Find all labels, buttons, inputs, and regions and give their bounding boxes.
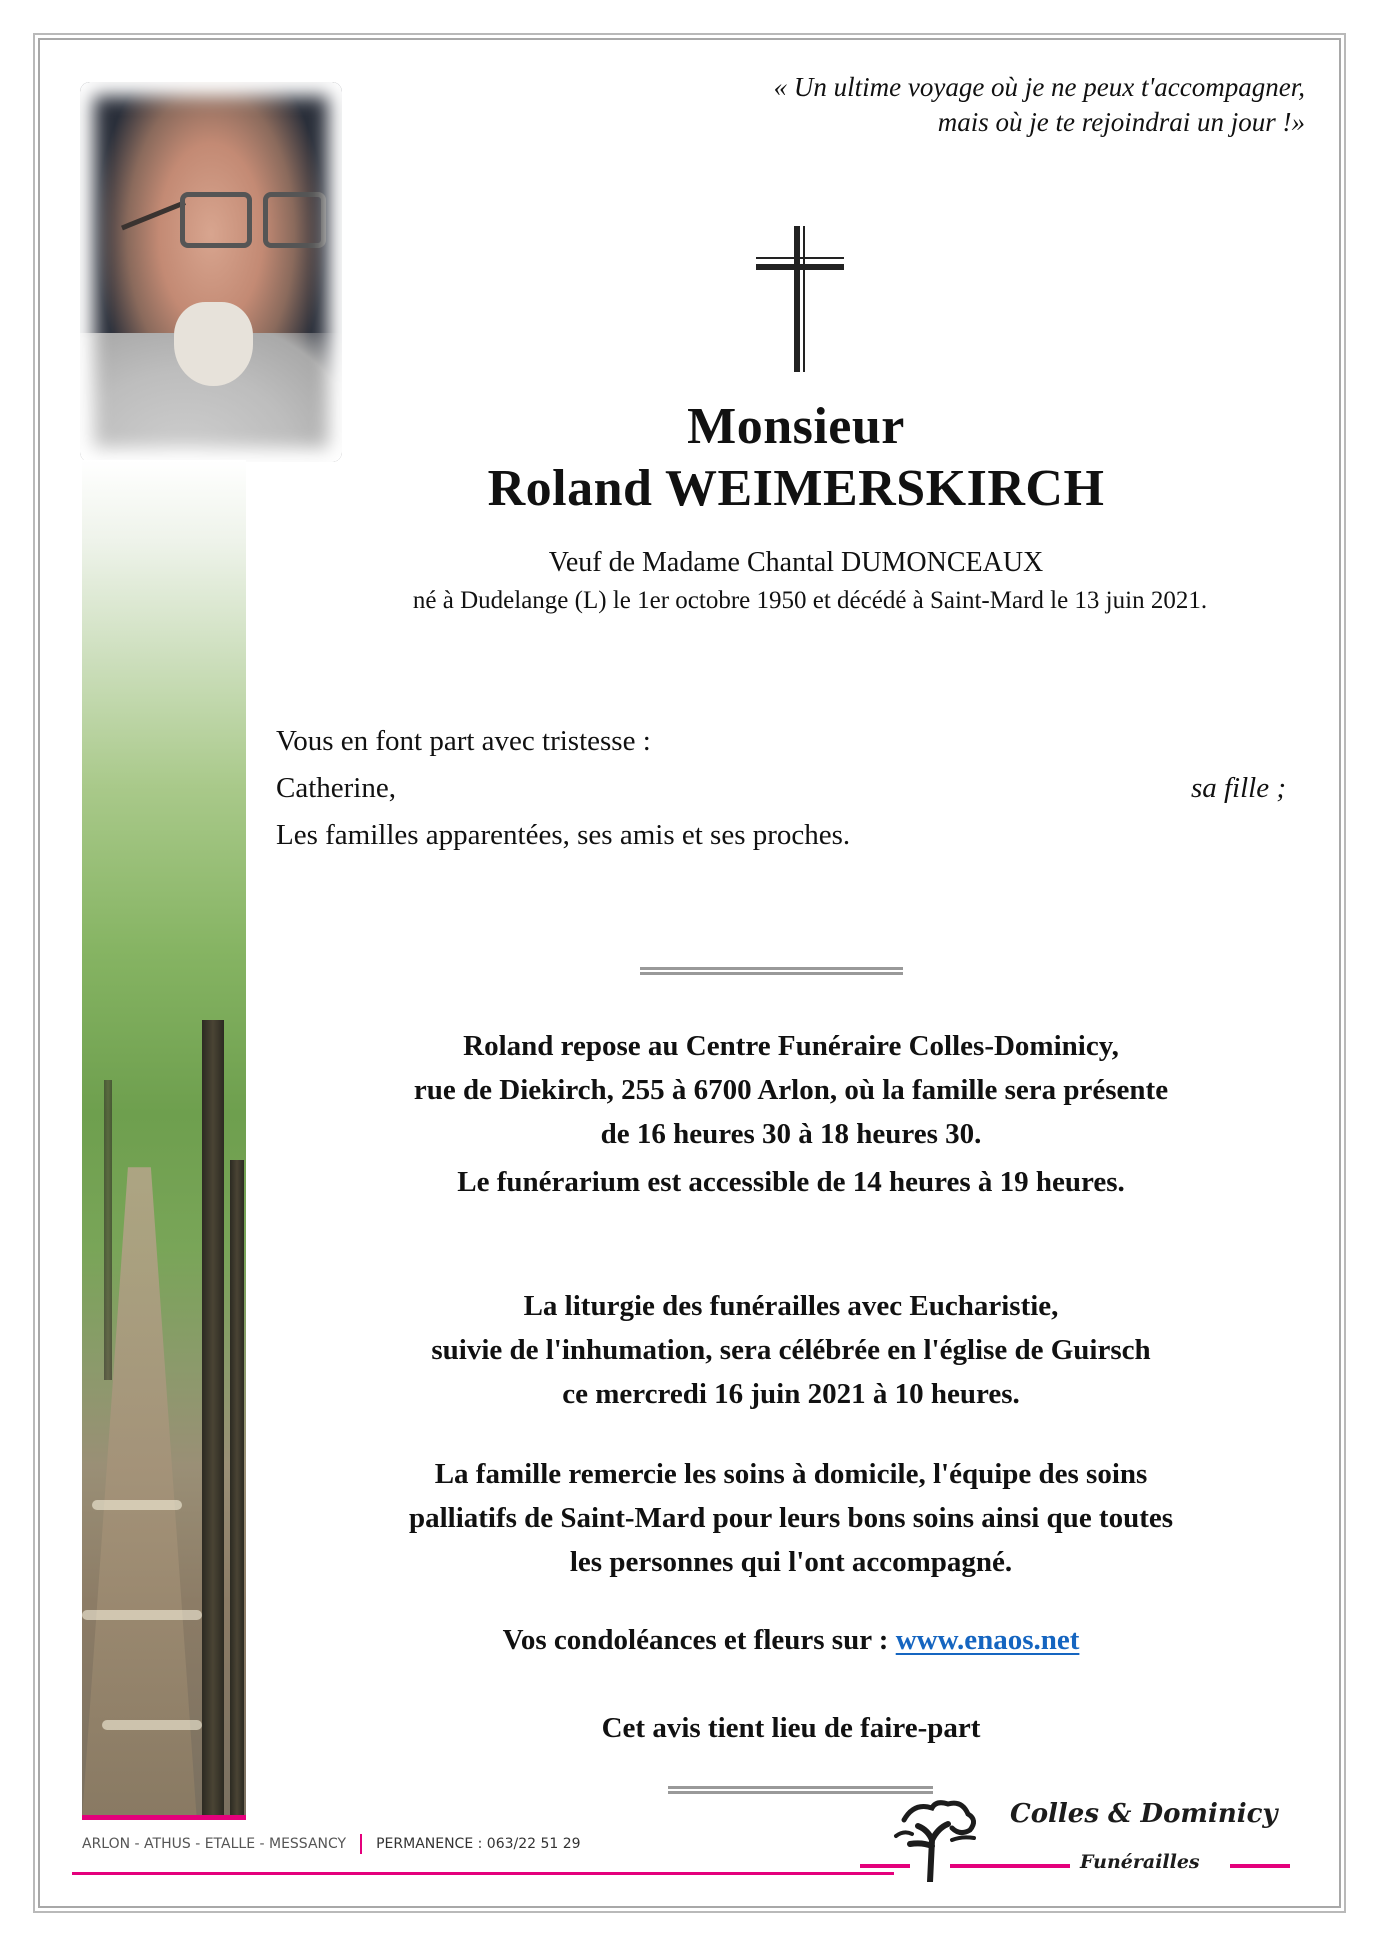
family-member-row bbox=[276, 765, 1286, 812]
repose-line: Roland repose au Centre Funéraire Colles-Dominicy, bbox=[463, 1030, 1119, 1062]
thanks-line: palliatifs de Saint-Mard pour leurs bons soins ainsi que toutes bbox=[408, 1502, 1174, 1534]
thanks-line: les personnes qui l'ont accompagné. bbox=[569, 1546, 1013, 1578]
sunlight-patch bbox=[92, 1500, 182, 1510]
funeral-home-logo bbox=[880, 1790, 1310, 1900]
tree-trunk bbox=[230, 1160, 244, 1820]
announcement-others: Les familles apparentées, ses amis et ses proches. bbox=[276, 819, 851, 851]
deceased-title bbox=[246, 396, 1346, 520]
tree-trunk bbox=[202, 1020, 224, 1820]
footer-accent-line bbox=[72, 1872, 894, 1875]
honorific: Monsieur bbox=[687, 398, 905, 455]
footer-permanence: PERMANENCE : 063/22 51 29 bbox=[376, 1836, 581, 1852]
logo-subtitle: Funérailles bbox=[1080, 1851, 1200, 1873]
deceased-name: Roland WEIMERSKIRCH bbox=[487, 460, 1105, 517]
logo-brand-name: Colles & Dominicy bbox=[1010, 1799, 1278, 1829]
sunlight-patch bbox=[82, 1610, 202, 1620]
footer-locations: ARLON - ATHUS - ETALLE - MESSANCY bbox=[82, 1836, 347, 1852]
latin-cross-icon bbox=[756, 226, 844, 372]
liturgy-info bbox=[246, 1284, 1336, 1416]
thanks-line: La famille remercie les soins à domicile, l'équipe des soins bbox=[434, 1458, 1148, 1490]
liturgy-line: La liturgie des funérailles avec Eucharistie, bbox=[523, 1290, 1059, 1322]
repose-line: rue de Diekirch, 255 à 6700 Arlon, où la famille sera présente bbox=[413, 1074, 1169, 1106]
logo-accent-line bbox=[860, 1864, 910, 1868]
forest-path-image bbox=[82, 460, 246, 1820]
family-member-name: Catherine, bbox=[276, 772, 396, 804]
footer-separator bbox=[360, 1834, 362, 1854]
condolences-label: Vos condoléances et fleurs sur : bbox=[502, 1624, 889, 1656]
sunlight-patch bbox=[102, 1720, 202, 1730]
funerarium-hours: Le funérarium est accessible de 14 heures à 19 heures. bbox=[457, 1166, 1125, 1198]
liturgy-line: ce mercredi 16 juin 2021 à 10 heures. bbox=[562, 1378, 1020, 1410]
thanks-info bbox=[246, 1452, 1336, 1584]
liturgy-line: suivie de l'inhumation, sera célébrée en l'église de Guirsch bbox=[431, 1334, 1151, 1366]
condolences bbox=[246, 1618, 1336, 1662]
divider bbox=[640, 967, 903, 975]
epigraph-line: mais où je te rejoindrai un jour !» bbox=[937, 107, 1305, 137]
widow-of: Veuf de Madame Chantal DUMONCEAUX bbox=[548, 547, 1044, 578]
epigraph-line: « Un ultime voyage où je ne peux t'accompagner, bbox=[773, 72, 1305, 102]
epigraph-quote bbox=[774, 70, 1305, 140]
closing-note: Cet avis tient lieu de faire-part bbox=[601, 1712, 981, 1744]
announcement bbox=[276, 718, 1286, 859]
footer-contact bbox=[82, 1834, 581, 1854]
accent-bar bbox=[82, 1815, 246, 1820]
family-member-relation: sa fille ; bbox=[1190, 772, 1286, 804]
condolences-link[interactable]: www.enaos.net bbox=[895, 1624, 1080, 1656]
repose-line: de 16 heures 30 à 18 heures 30. bbox=[600, 1118, 982, 1150]
logo-accent-line bbox=[1230, 1864, 1290, 1868]
life-dates: né à Dudelange (L) le 1er octobre 1950 et décédé à Saint-Mard le 13 juin 2021. bbox=[412, 587, 1208, 614]
tree-logo-icon bbox=[890, 1796, 980, 1882]
logo-accent-line bbox=[950, 1864, 1070, 1868]
tree-trunk bbox=[104, 1080, 112, 1380]
announcement-intro: Vous en font part avec tristesse : bbox=[276, 725, 651, 757]
repose-info bbox=[246, 1024, 1336, 1156]
